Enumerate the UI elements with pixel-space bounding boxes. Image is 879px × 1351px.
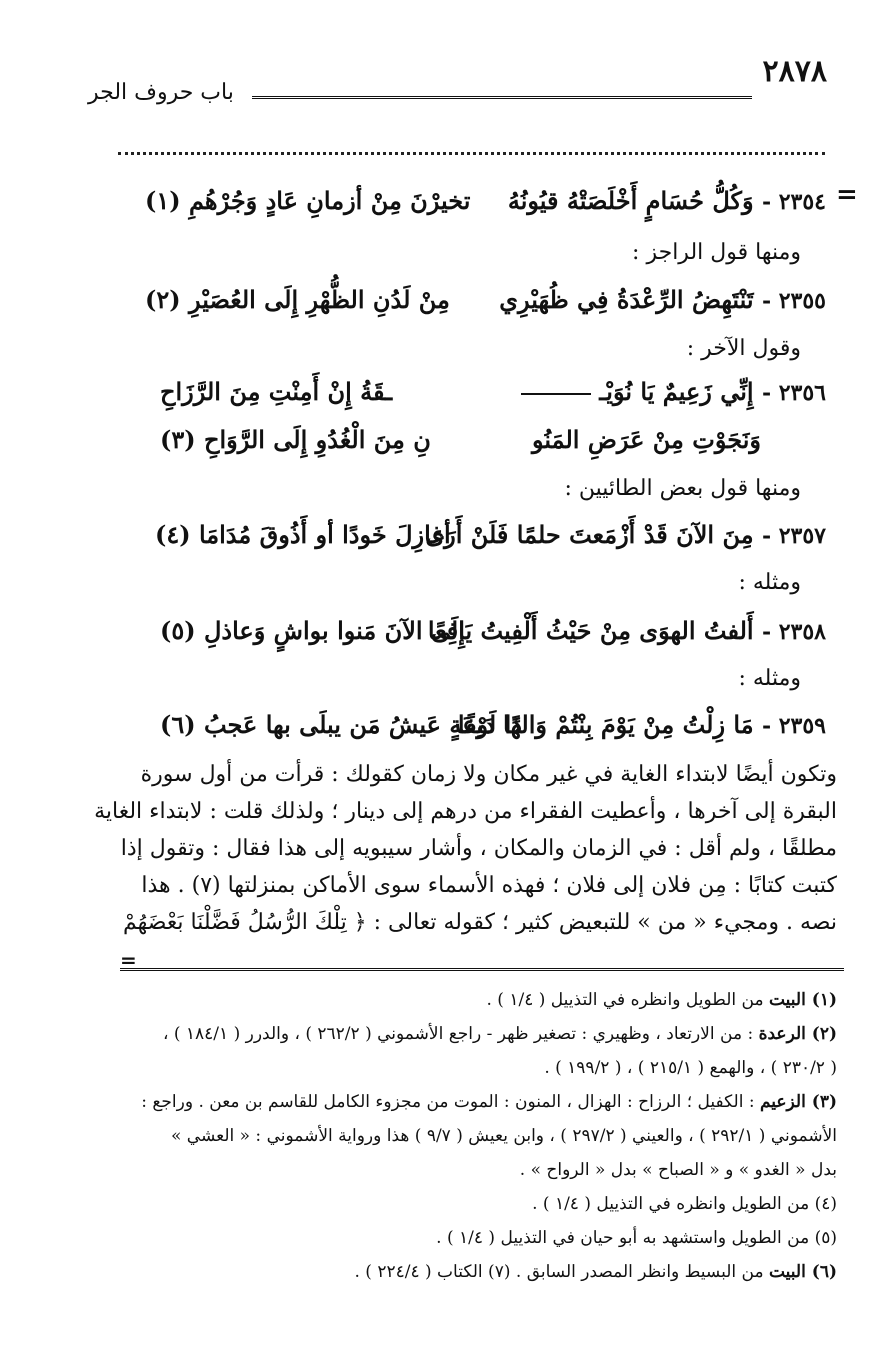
verse-first-hemistich: وَكُلُّ حُسَامٍ أَخْلَصَتْهُ قيُونُهُ: [507, 186, 754, 215]
verse-second-hemistich: مِنْ لَدُنِ الظُّهْرِ إِلَى العُصَيْرِ (٢): [145, 285, 450, 314]
verse-line: [499, 285, 826, 314]
verse-line: [428, 616, 826, 645]
verse-number: ٢٣٥٩ -: [761, 713, 826, 739]
footnote: [171, 1126, 837, 1146]
prose-line: مطلقًا ، ولم أقل : في الزمان والمكان ، وأشار سيبويه إلى هذا فقال : وتقول إذا: [120, 836, 837, 861]
verse-number: ٢٣٥٧ -: [761, 523, 826, 549]
header-rule: [252, 96, 752, 99]
footnote-text: ( ٢٣٠/٢ ) ، والهمع ( ٢١٥/١ ) ، ( ١٩٩/٢ ) .: [544, 1058, 837, 1078]
footnote-text: من البسيط وانظر المصدر السابق . (٧) الكتاب ( ٢٢٤/٤ ) .: [354, 1262, 764, 1282]
verse-second-hemistich: ذَا لَوْعَةٍ عَيشُ مَن يبلَى بها عَجبُ (٦): [160, 710, 522, 739]
dotted-separator: [118, 152, 825, 155]
verse-intro: ومنها قول بعض الطائيين :: [564, 476, 801, 501]
footnote: [355, 1262, 838, 1282]
verse-number: ٢٣٥٤ -: [761, 189, 826, 215]
verse-second-hemistich: تخيرْنَ مِنْ أزمانِ عَادٍ وَجُرْهُمِ (١): [145, 186, 471, 215]
continuation-mark: =: [836, 180, 858, 210]
verse-intro: وقول الآخر :: [686, 336, 801, 361]
verse-second-hemistich: إِلَى الآنَ مَنوا بواشٍ وَعاذلِ (٥): [160, 616, 465, 645]
prose-line: نصه . ومجيء « من » للتبعيض كثير ؛ كقوله تعالى : ﴿ تِلْكَ الرُّسُلُ فَضَّلْنَا بَعْضَهُمْ: [122, 910, 837, 935]
verse-first-hemistich: إِنِّي زَعِيمٌ يَا نُوَيْـ: [599, 377, 754, 406]
footnote-label: (٢) الرعدة: [758, 1024, 837, 1044]
verse-line: [508, 186, 826, 215]
verse-first-hemistich: أَلفتُ الهوَى مِنْ حَيْثُ أَلْفِيتُ يَافِعًا: [427, 616, 754, 645]
verse-intro: ومثله :: [738, 666, 801, 691]
verse-fourth-hemistich: نِ مِنَ الْغُدُوِ إِلَى الرَّوَاحِ (٣): [160, 425, 431, 454]
footnote: [544, 1058, 837, 1078]
prose-line: كتبت كتابًا : مِن فلان إلى فلان ؛ فهذه الأسماء سوى الأماكن بمنزلتها (٧) . هذا: [141, 873, 837, 898]
footnote-text: من الطويل وانظره في التذييل ( ١/٤ ) .: [486, 990, 764, 1010]
verse-number: ٢٣٥٨ -: [761, 619, 826, 645]
footnote-text: (٤) من الطويل وانظره في التذييل ( ١/٤ ) .: [532, 1194, 837, 1214]
verse-number: ٢٣٥٦ -: [761, 380, 826, 406]
verse-third-hemistich: وَنَجَوْتِ مِنْ عَرَضِ المَنُو: [531, 425, 761, 454]
prose-line: وتكون أيضًا لابتداء الغاية في غير مكان ولا زمان كقولك : قرأت من أول سورة: [140, 762, 837, 787]
footnote-separator: [120, 968, 844, 971]
footnote-text: : الكفيل ؛ الرزاح : الهزال ، المنون : الموت من مجزوء الكامل للقاسم بن معن . وراجع :: [141, 1092, 755, 1112]
tatweel-line: [521, 393, 591, 395]
verse-first-hemistich: تَنْتَهِضُ الرِّعْدَةُ فِي ظُهَيْرِي: [499, 285, 754, 314]
prose-line: البقرة إلى آخرها ، وأعطيت الفقراء من درهم إلى دينار ؛ ولذلك قلت : لابتداء الغاية: [94, 799, 837, 824]
footnote: [520, 1160, 837, 1180]
running-title: باب حروف الجر: [88, 80, 234, 105]
footnote: [532, 1194, 837, 1214]
continuation-mark: =: [120, 948, 137, 972]
footnote: [163, 1024, 837, 1044]
footnote-label: (١) البيت: [768, 990, 837, 1010]
footnote: [141, 1092, 837, 1112]
verse-line: [425, 520, 826, 549]
footnote-text: الأشموني ( ٢٩٢/١ ) ، والعيني ( ٢٩٧/٢ ) ، وابن يعيش ( ٩/٧ ) هذا ورواية الأشموني : « العشي »: [170, 1126, 837, 1146]
verse-second-hemistich: ـقَةُ إِنْ أَمِنْتِ مِنَ الرَّزَاحِ: [160, 377, 393, 406]
verse-line: [521, 377, 826, 406]
footnote: [487, 990, 838, 1010]
verse-first-hemistich: مَا زِلْتُ مِنْ يَوْمَ بِنْتُمْ وَالهًا دَنِفًا: [457, 710, 754, 739]
footnote-label: (٣) الزعيم: [759, 1092, 837, 1112]
footnote-text: : من الارتعاد ، وظهيري : تصغير ظهر - راجع الأشموني ( ٢٦٢/٢ ) ، والدرر ( ١٨٤/١ ) ،: [162, 1024, 754, 1044]
verse-number: ٢٣٥٥ -: [761, 288, 826, 314]
footnote: [436, 1228, 837, 1248]
verse-intro: ومثله :: [738, 570, 801, 595]
verse-second-hemistich: أغازِلَ خَودًا أو أَذُوقَ مُدَامَا (٤): [155, 520, 451, 549]
footnote-text: بدل « الغدو » و « الصباح » بدل « الرواح » .: [519, 1160, 837, 1180]
verse-intro: ومنها قول الراجز :: [632, 240, 801, 265]
footnote-text: (٥) من الطويل واستشهد به أبو حيان في التذييل ( ١/٤ ) .: [436, 1228, 837, 1248]
page-number: ٢٨٧٨: [762, 54, 827, 89]
verse-first-hemistich: مِنَ الآنَ قَدْ أَزْمَعتَ حلمًا فَلَنْ أَرَى: [425, 520, 754, 549]
footnote-label: (٦) البيت: [768, 1262, 837, 1282]
